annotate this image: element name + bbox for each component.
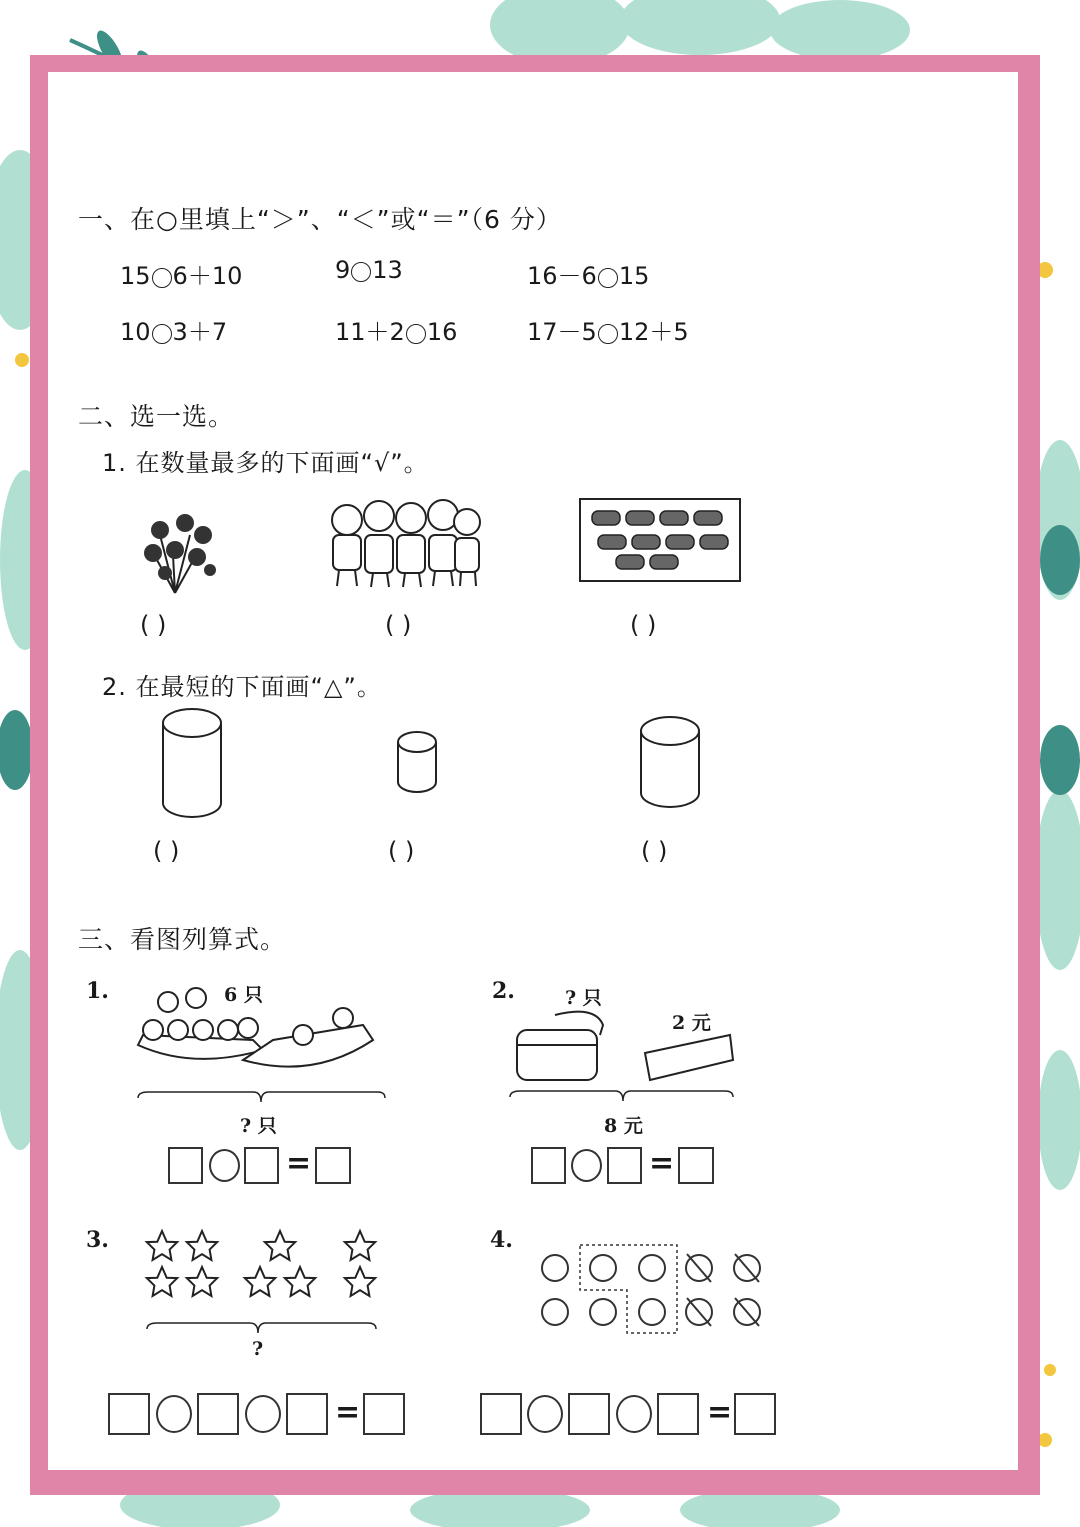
comparison-left: 15 [120, 262, 151, 290]
question-2: 2. 在最短的下面画“△”。 [102, 673, 382, 701]
answer-box[interactable] [244, 1147, 279, 1184]
comparison-left: 9 [335, 256, 351, 284]
answer-box[interactable] [531, 1147, 566, 1184]
answer-circle[interactable] [406, 324, 426, 344]
answer-circle[interactable] [598, 268, 618, 288]
cylinder-medium [638, 715, 702, 811]
answer-circle[interactable] [152, 268, 172, 288]
comparison-right: 16 [426, 318, 458, 346]
comparison-right: 13 [372, 256, 403, 284]
stars-image [140, 1225, 385, 1335]
top-label: ? 只 [565, 987, 602, 1009]
equals-sign: = [649, 1146, 675, 1181]
operator-circle[interactable] [571, 1149, 602, 1182]
answer-box[interactable] [286, 1393, 328, 1435]
equals-sign: = [335, 1395, 361, 1430]
operator-circle[interactable] [527, 1395, 563, 1433]
answer-box[interactable] [607, 1147, 642, 1184]
price-label: 2 元 [672, 1012, 711, 1034]
question-1: 1. 在数量最多的下面画“√”。 [102, 449, 429, 477]
comparison-left: 16－6 [527, 262, 597, 290]
equals-sign: = [286, 1146, 312, 1181]
answer-box[interactable] [480, 1393, 522, 1435]
bottom-label: ? [252, 1338, 264, 1360]
answer-parens[interactable]: ( ) [140, 611, 167, 639]
cylinder-tall [160, 705, 224, 821]
answer-box[interactable] [568, 1393, 610, 1435]
item-number: 2. [492, 978, 515, 1004]
bag-and-pencilcase-image [505, 1005, 740, 1105]
operator-circle[interactable] [209, 1149, 240, 1182]
answer-circle[interactable] [152, 324, 172, 344]
comparison-6 [527, 312, 689, 347]
comparison-4 [120, 312, 227, 347]
equals-sign: = [707, 1395, 733, 1430]
answer-circle[interactable] [598, 324, 618, 344]
answer-parens[interactable]: ( ) [388, 837, 415, 865]
answer-parens[interactable]: ( ) [630, 611, 657, 639]
section2-title: 二、选一选。 [78, 402, 235, 431]
comparison-5 [335, 312, 457, 347]
answer-box[interactable] [657, 1393, 699, 1435]
answer-parens[interactable]: ( ) [153, 837, 180, 865]
bottom-label: 8 元 [604, 1115, 643, 1137]
answer-box[interactable] [197, 1393, 239, 1435]
section3-title: 三、看图列算式。 [78, 925, 287, 954]
flowers-image [135, 505, 225, 595]
top-label: 6 只 [224, 984, 263, 1006]
answer-parens[interactable]: ( ) [385, 611, 412, 639]
comparison-right: 3＋7 [172, 318, 228, 346]
cylinder-short [395, 730, 439, 796]
answer-circle[interactable] [351, 262, 371, 282]
comparison-left: 11＋2 [335, 318, 405, 346]
operator-circle[interactable] [616, 1395, 652, 1433]
item-number: 1. [86, 978, 109, 1004]
comparison-1 [120, 256, 242, 291]
operator-circle[interactable] [156, 1395, 192, 1433]
dogs-boats-image [133, 980, 393, 1105]
answer-box[interactable] [734, 1393, 776, 1435]
comparison-3 [527, 256, 649, 291]
answer-box[interactable] [168, 1147, 203, 1184]
bottom-label: ? 只 [240, 1115, 277, 1137]
operator-circle[interactable] [245, 1395, 281, 1433]
item-number: 4. [490, 1227, 513, 1253]
section1-title: 一、在○里填上“＞”、“＜”或“＝”（6 分） [78, 205, 562, 234]
item-number: 3. [86, 1227, 109, 1253]
comparison-right: 12＋5 [618, 318, 689, 346]
comparison-2 [335, 256, 403, 284]
children-image [325, 490, 485, 590]
answer-box[interactable] [363, 1393, 405, 1435]
burgers-image [578, 497, 743, 583]
comparison-left: 10 [120, 318, 151, 346]
answer-box[interactable] [315, 1147, 351, 1184]
answer-box[interactable] [678, 1147, 714, 1184]
comparison-right: 15 [618, 262, 650, 290]
circles-image [535, 1240, 770, 1340]
comparison-right: 6＋10 [172, 262, 243, 290]
answer-parens[interactable]: ( ) [641, 837, 668, 865]
comparison-left: 17－5 [527, 318, 597, 346]
answer-box[interactable] [108, 1393, 150, 1435]
